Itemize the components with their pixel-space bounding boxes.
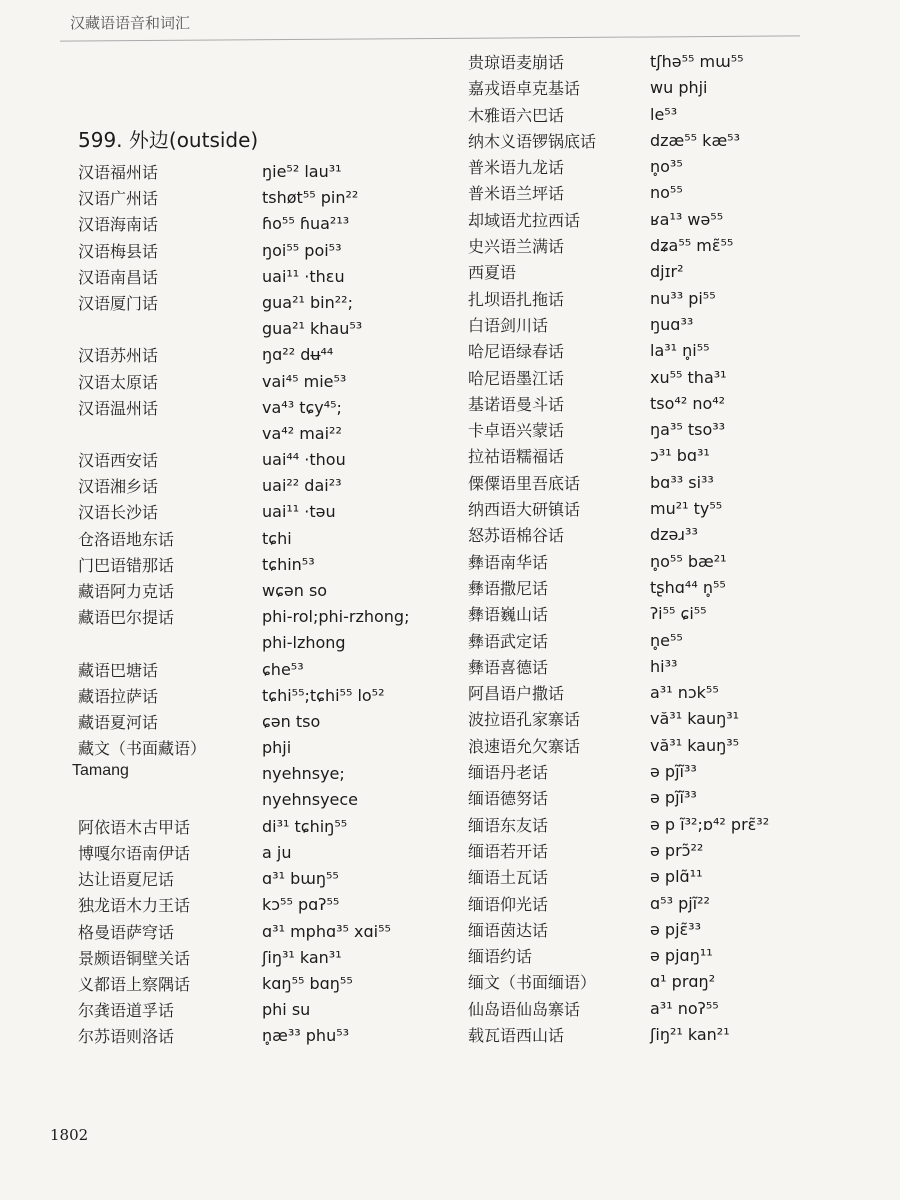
entry-row (72, 579, 452, 605)
word-form (650, 129, 740, 153)
language-name: 藏语夏河话 (78, 712, 159, 732)
word-form-line: gua²¹ bin²²; (262, 292, 353, 312)
word-form (650, 313, 693, 337)
entry-row (72, 474, 452, 500)
word-form (262, 946, 342, 970)
word-form-line: nyehnsye; (262, 764, 345, 784)
word-form (262, 605, 409, 655)
word-form (262, 343, 333, 367)
word-form (650, 208, 723, 232)
word-form-line: tʃhə⁵⁵ mɯ⁵⁵ (650, 52, 744, 71)
language-name: 彝语南华话 (468, 552, 549, 572)
entry-row (468, 234, 828, 260)
language-name: 史兴语兰满话 (468, 237, 565, 257)
word-form (262, 291, 362, 341)
word-form-line: ʔi⁵⁵ ɕi⁵⁵ (650, 604, 707, 624)
language-name: 格曼语萨穹话 (78, 922, 175, 942)
language-name: 门巴语错那话 (78, 555, 175, 575)
word-form-line: ə pj̃ĩ³³ (650, 788, 697, 808)
entry-row (468, 339, 828, 365)
word-form (650, 786, 697, 810)
entry-row (72, 291, 452, 343)
word-form (650, 76, 708, 100)
word-form-line: n̥o³⁵ (650, 157, 683, 177)
entry-row (72, 605, 452, 657)
language-name: 傈僳语里吾底话 (468, 473, 581, 493)
word-form (650, 997, 719, 1021)
language-name: 浪速语允欠寨话 (468, 736, 581, 756)
language-name: 阿依语木古甲话 (78, 817, 191, 837)
word-form (650, 339, 710, 363)
entry-row (72, 370, 452, 396)
entry-row (468, 786, 828, 812)
entry-row (468, 602, 828, 628)
language-name: 缅语德努话 (468, 789, 549, 809)
word-form-line: la³¹ n̥i⁵⁵ (650, 341, 710, 361)
word-form-line: uai²² dai²³ (262, 476, 342, 496)
language-name: 汉语海南话 (78, 215, 159, 235)
language-name: 仙岛语仙岛寨话 (468, 999, 581, 1019)
word-form-line: bɑ³³ si³³ (650, 472, 714, 492)
entry-row (72, 396, 452, 448)
word-form-line: ʃiŋ³¹ kan³¹ (262, 947, 342, 967)
language-name: 尔苏语则洛话 (78, 1027, 175, 1047)
language-name: 阿昌语户撒话 (468, 684, 565, 704)
word-form-line: va⁴² mai²² (262, 423, 342, 443)
word-form (262, 815, 347, 839)
entry-row (468, 313, 828, 339)
language-name: 纳木义语锣锅底话 (468, 131, 597, 151)
language-name: 彝语撒尼话 (468, 578, 549, 598)
entry-row (72, 553, 452, 579)
language-name: 藏语巴尔提话 (78, 608, 175, 628)
word-form (262, 553, 315, 577)
word-form-line: tshøt⁵⁵ pin²² (262, 188, 359, 208)
language-name: 普米语九龙话 (468, 158, 565, 178)
word-form (650, 181, 683, 205)
word-form (650, 760, 697, 784)
word-form-line: no⁵⁵ (650, 183, 683, 203)
language-name: 怒苏语棉谷话 (468, 526, 565, 546)
word-form-line: va⁴³ tɕy⁴⁵; (262, 397, 342, 417)
language-name: 却域语尤拉西话 (468, 210, 581, 230)
language-name: 波拉语孔家寨话 (468, 710, 581, 730)
language-name: 尔龚语道孚话 (78, 1001, 175, 1021)
word-form-line: tɕhi (262, 528, 292, 548)
word-form (650, 576, 726, 600)
language-name: 哈尼语墨江话 (468, 368, 565, 388)
word-form (262, 710, 320, 734)
language-name: 木雅语六巴话 (468, 105, 565, 125)
word-form (262, 658, 304, 682)
header-rule (60, 35, 800, 41)
word-form-line: dʑa⁵⁵ mɛ̃⁵⁵ (650, 236, 734, 256)
word-form (650, 839, 703, 863)
word-form (650, 813, 769, 837)
word-form-line: vă³¹ kauŋ³⁵ (650, 735, 740, 755)
word-form (650, 366, 727, 390)
word-form-line: phi-lzhong (262, 633, 346, 653)
language-name: 哈尼语绿春话 (468, 342, 565, 362)
left-column (72, 160, 452, 1050)
word-form (650, 681, 719, 705)
word-form-line: vai⁴⁵ mie⁵³ (262, 371, 347, 391)
entry-row (468, 813, 828, 839)
word-form-line: ŋɑ²² dʉ⁴⁴ (262, 345, 334, 365)
language-name: 贵琼语麦崩话 (468, 53, 565, 72)
language-name: 拉祜语糯福话 (468, 447, 565, 467)
word-form (650, 260, 684, 284)
language-name: 纳西语大研镇话 (468, 500, 581, 520)
entry-row (468, 944, 828, 970)
entry-row (72, 736, 452, 762)
word-form (262, 448, 346, 472)
entry-row (468, 260, 828, 286)
word-form-line: ŋie⁵² lau³¹ (262, 162, 342, 181)
word-form (262, 239, 342, 263)
word-form (650, 550, 727, 574)
entry-row (468, 629, 828, 655)
language-name: 缅语丹老话 (468, 763, 549, 783)
word-form-line: a³¹ nɔk⁵⁵ (650, 683, 719, 703)
word-form-line: ɔ³¹ bɑ³¹ (650, 446, 710, 466)
word-form (650, 287, 716, 311)
word-form-line: ə pjɛ̃³³ (650, 919, 702, 939)
word-form-line: gua²¹ khau⁵³ (262, 318, 363, 338)
word-form-line: uai⁴⁴ ·thou (262, 450, 346, 470)
language-name: 汉语苏州话 (78, 346, 159, 366)
word-form (262, 370, 346, 394)
word-form (262, 1024, 349, 1048)
entry-row (468, 997, 828, 1023)
word-form-line: ŋuɑ³³ (650, 314, 694, 334)
word-form-line: phji (262, 738, 292, 758)
word-form-line: ʃiŋ²¹ kan²¹ (650, 1024, 730, 1044)
word-form-line: a³¹ noʔ⁵⁵ (650, 998, 719, 1018)
word-form-line: ʁa¹³ wə⁵⁵ (650, 209, 724, 229)
word-form-line: ɕən tso (262, 711, 321, 731)
word-form-line: dzəɹ³³ (650, 525, 698, 545)
entry-row (72, 815, 452, 841)
word-form (650, 103, 677, 127)
word-form (262, 212, 349, 236)
word-form-line: djɪr² (650, 262, 684, 282)
word-form-line: ŋoi⁵⁵ poi⁵³ (262, 240, 342, 260)
entry-row (468, 287, 828, 313)
entry-row (72, 160, 452, 186)
entry-row (468, 181, 828, 207)
entry-row (468, 155, 828, 181)
word-form (650, 918, 701, 942)
entry-row (72, 265, 452, 291)
language-name: 缅语土瓦话 (468, 868, 549, 888)
entry-row (72, 684, 452, 710)
language-name: 西夏语 (468, 263, 517, 283)
entry-row (468, 734, 828, 760)
word-form (650, 707, 739, 731)
language-name: 普米语兰坪话 (468, 184, 565, 204)
language-name: 彝语喜德话 (468, 657, 549, 677)
word-form (262, 500, 336, 524)
entry-row (468, 760, 828, 786)
word-form (650, 1023, 730, 1047)
word-form (650, 234, 733, 258)
language-name: 独龙语木力王话 (78, 896, 191, 916)
word-form-line: ɦo⁵⁵ ɦua²¹³ (262, 214, 350, 234)
entry-row (468, 918, 828, 944)
word-form (650, 418, 725, 442)
entry-row (72, 527, 452, 553)
word-form (262, 474, 342, 498)
word-form-line: ə pj̃ĩ³³ (650, 762, 697, 782)
word-form (262, 920, 391, 944)
entry-row (468, 707, 828, 733)
word-form-line: n̥o⁵⁵ bæ²¹ (650, 551, 727, 571)
entry-row (72, 239, 452, 265)
entry-row (72, 186, 452, 212)
word-form-line: ə prɔ̃²² (650, 840, 704, 860)
language-name: 汉语西安话 (78, 451, 159, 471)
word-form-line: tɕhin⁵³ (262, 554, 315, 574)
word-form-line: wu phji (650, 78, 708, 98)
language-name: 汉语厦门话 (78, 293, 159, 313)
right-column (468, 50, 828, 1049)
word-form (650, 497, 722, 521)
language-name: 缅语仰光话 (468, 894, 549, 914)
language-name: 义都语上察隅话 (78, 974, 191, 994)
entry-row (468, 50, 828, 76)
entry-row (468, 418, 828, 444)
word-form (650, 523, 698, 547)
word-form (650, 944, 713, 968)
entry-row (468, 550, 828, 576)
word-form-line: ə pjɑŋ¹¹ (650, 946, 713, 966)
word-form-line: ɑ⁵³ pjĩ²² (650, 893, 710, 913)
entry-row (468, 576, 828, 602)
language-name: 汉语南昌话 (78, 267, 159, 287)
entry-row (72, 710, 452, 736)
word-form (262, 893, 339, 917)
word-form (650, 155, 683, 179)
word-form (262, 762, 358, 812)
language-name: 彝语巍山话 (468, 605, 549, 625)
language-name: 藏文（书面藏语） (78, 739, 207, 759)
word-form (262, 579, 327, 603)
word-form-line: uai¹¹ ·təu (262, 502, 336, 522)
entry-row (468, 655, 828, 681)
word-form (650, 734, 739, 758)
entry-row (468, 865, 828, 891)
word-form (262, 160, 342, 184)
entry-row (72, 343, 452, 369)
page-number: 1802 (50, 1126, 89, 1144)
word-form-line: xu⁵⁵ tha³¹ (650, 367, 727, 387)
entry-row (72, 946, 452, 972)
entry-row (468, 1023, 828, 1049)
word-form-line: phi su (262, 1000, 311, 1020)
language-name: 卡卓语兴蒙话 (468, 421, 565, 441)
entry-row (468, 129, 828, 155)
language-name: 汉语长沙话 (78, 503, 159, 523)
entry-title: 599. 外边(outside) (78, 128, 259, 152)
entry-row (468, 523, 828, 549)
language-name: 汉语太原话 (78, 372, 159, 392)
word-form (650, 629, 683, 653)
entry-row (468, 76, 828, 102)
language-name: 载瓦语西山话 (468, 1025, 565, 1045)
language-name: 汉语湘乡话 (78, 477, 159, 497)
language-name: 扎坝语扎拖话 (468, 289, 565, 309)
language-name: 彝语武定话 (468, 631, 549, 651)
word-form (262, 841, 291, 865)
word-form-line: tʂhɑ⁴⁴ n̥⁵⁵ (650, 577, 726, 597)
word-form (650, 970, 715, 994)
entry-row (72, 212, 452, 238)
word-form-line: kɔ⁵⁵ pɑʔ⁵⁵ (262, 895, 340, 915)
word-form (650, 892, 710, 916)
word-form (262, 972, 353, 996)
word-form (262, 396, 342, 446)
language-name: 白语剑川话 (468, 315, 549, 335)
language-name: Tamang (72, 762, 129, 780)
word-form-line: ɕhe⁵³ (262, 659, 304, 679)
language-name: 达让语夏尼话 (78, 870, 175, 890)
language-name: 缅语东友话 (468, 815, 549, 835)
language-name: 基诺语曼斗话 (468, 394, 565, 414)
entry-row (72, 998, 452, 1024)
entry-row (468, 444, 828, 470)
entry-row (468, 471, 828, 497)
language-name: 汉语福州话 (78, 163, 159, 182)
word-form-line: le⁵³ (650, 104, 678, 124)
language-name: 仓洛语地东话 (78, 529, 175, 549)
word-form (650, 50, 744, 74)
word-form-line: nyehnsyece (262, 790, 359, 810)
language-name: 藏语拉萨话 (78, 686, 159, 706)
word-form (650, 655, 677, 679)
word-form-line: ə p ĩ³²;ɒ⁴² prɛ̃³² (650, 814, 770, 834)
language-name: 缅文（书面缅语） (468, 973, 597, 993)
language-name: 嘉戎语卓克基话 (468, 79, 581, 99)
word-form-line: mu²¹ ty⁵⁵ (650, 499, 723, 519)
word-form-line: uai¹¹ ·thɛu (262, 266, 345, 286)
language-name: 汉语温州话 (78, 398, 159, 418)
entry-row (468, 208, 828, 234)
word-form (650, 392, 725, 416)
language-name: 缅语若开话 (468, 841, 549, 861)
language-name: 博嘎尔语南伊话 (78, 843, 191, 863)
language-name: 缅语约话 (468, 947, 533, 967)
entry-row (468, 366, 828, 392)
word-form-line: wɕən so (262, 581, 328, 601)
entry-row (72, 658, 452, 684)
word-form-line: hi³³ (650, 656, 678, 676)
word-form (650, 602, 707, 626)
word-form (650, 444, 710, 468)
entry-row (72, 841, 452, 867)
entry-row (72, 1024, 452, 1050)
entry-row (468, 839, 828, 865)
word-form-line: n̥æ³³ phu⁵³ (262, 1026, 350, 1046)
word-form (262, 736, 291, 760)
entry-row (72, 762, 452, 814)
word-form-line: tso⁴² no⁴² (650, 393, 726, 413)
word-form (650, 471, 714, 495)
language-name: 藏语阿力克话 (78, 582, 175, 602)
word-form-line: ə plɑ̃¹¹ (650, 867, 703, 887)
entry-row (468, 892, 828, 918)
language-name: 藏语巴塘话 (78, 660, 159, 680)
entry-row (72, 500, 452, 526)
word-form (262, 867, 339, 891)
word-form-line: vă³¹ kauŋ³¹ (650, 709, 740, 729)
entry-row (72, 867, 452, 893)
word-form (262, 998, 310, 1022)
word-form (262, 527, 292, 551)
word-form (650, 865, 703, 889)
word-form-line: ŋa³⁵ tso³³ (650, 420, 726, 440)
entry-row (468, 497, 828, 523)
word-form-line: ɑ³¹ mphɑ³⁵ xɑi⁵⁵ (262, 921, 391, 941)
word-form-line: a ju (262, 842, 292, 862)
language-name: 景颇语铜壁关话 (78, 948, 191, 968)
entry-row (72, 972, 452, 998)
entry-row (72, 893, 452, 919)
running-head: 汉藏语语音和词汇 (70, 14, 191, 32)
language-name: 缅语茵达话 (468, 920, 549, 940)
word-form-line: tɕhi⁵⁵;tɕhi⁵⁵ lo⁵² (262, 685, 385, 705)
entry-row (72, 448, 452, 474)
entry-row (468, 103, 828, 129)
entry-row (468, 681, 828, 707)
word-form-line: ɑ³¹ bɯŋ⁵⁵ (262, 869, 339, 889)
entry-row (72, 920, 452, 946)
word-form-line: n̥e⁵⁵ (650, 630, 683, 650)
word-form-line: nu³³ pi⁵⁵ (650, 288, 716, 308)
entry-row (468, 392, 828, 418)
entry-row (468, 970, 828, 996)
word-form (262, 186, 358, 210)
word-form (262, 684, 385, 708)
word-form-line: ɑ¹ prɑŋ² (650, 972, 716, 992)
word-form (262, 265, 345, 289)
language-name: 汉语广州话 (78, 189, 159, 209)
word-form-line: kɑŋ⁵⁵ bɑŋ⁵⁵ (262, 973, 353, 993)
word-form-line: dzæ⁵⁵ kæ⁵³ (650, 130, 740, 150)
word-form-line: phi-rol;phi-rzhong; (262, 607, 410, 627)
language-name: 汉语梅县话 (78, 241, 159, 261)
word-form-line: di³¹ tɕhiŋ⁵⁵ (262, 816, 348, 836)
